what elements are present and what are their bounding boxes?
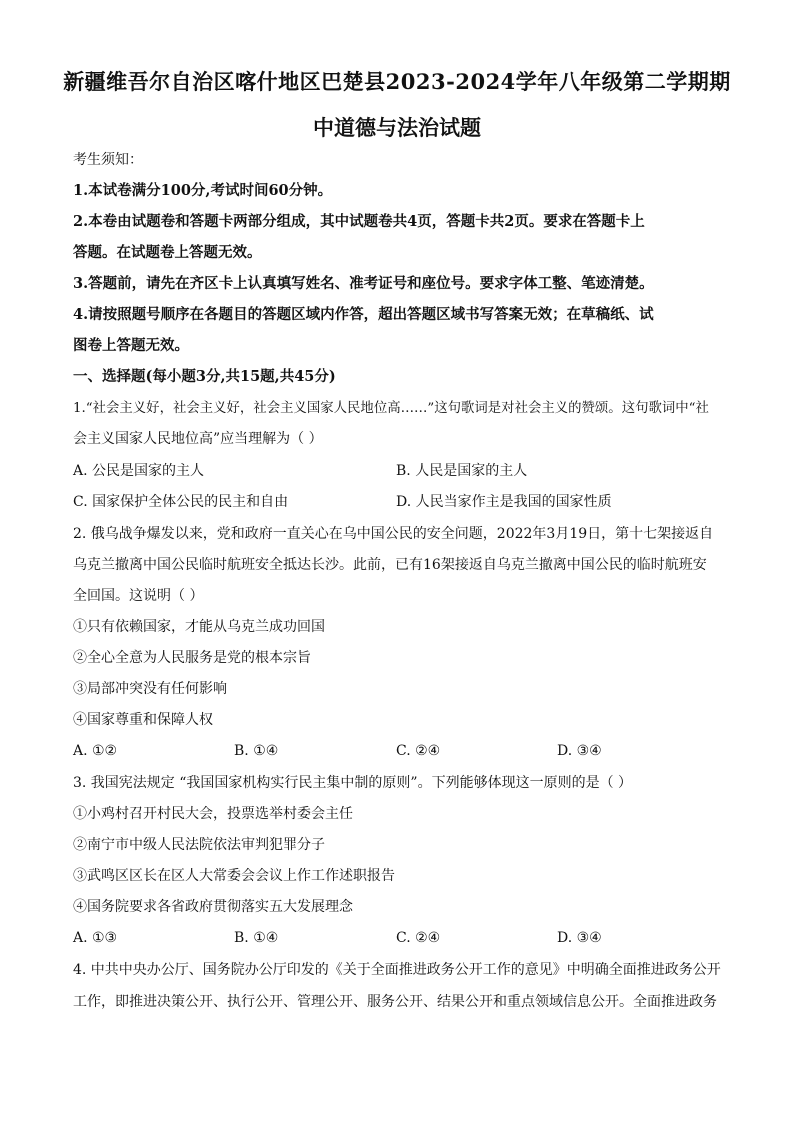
question-2-statement: ④国家尊重和保障人权 (73, 712, 213, 728)
question-3-statement: ③武鸣区区长在区人大常委会会议上作工作述职报告 (73, 868, 395, 884)
question-1-option-c: C. 国家保护全体公民的民主和自由 (73, 494, 289, 510)
notice-item: 答题。在试题卷上答题无效。 (73, 244, 262, 261)
question-1-option-b: B. 人民是国家的主人 (396, 463, 528, 479)
question-2-option-a: A. ①② (73, 743, 118, 759)
question-3-option-d: D. ③④ (557, 930, 602, 946)
question-2-statement: ①只有依赖国家，才能从乌克兰成功回国 (73, 619, 325, 635)
question-2-text: 全回国。这说明（ ） (73, 588, 204, 604)
section-heading: 一、选择题(每小题3分,共15题,共45分) (73, 368, 336, 385)
notice-item: 图卷上答题无效。 (73, 337, 189, 354)
question-2-statement: ②全心全意为人民服务是党的根本宗旨 (73, 650, 311, 666)
notice-item: 1.本试卷满分100分,考试时间60分钟。 (73, 182, 333, 199)
notice-item: 3.答题前，请先在齐区卡上认真填写姓名、准考证号和座位号。要求字体工整、笔迹清楚。 (73, 275, 654, 292)
exam-title-line-1: 新疆维吾尔自治区喀什地区巴楚县2023-2024学年八年级第二学期期 (63, 69, 731, 94)
question-2-option-b: B. ①④ (234, 743, 279, 759)
question-3-option-b: B. ①④ (234, 930, 279, 946)
question-3-statement: ②南宁市中级人民法院依法审判犯罪分子 (73, 837, 325, 853)
question-2-statement: ③局部冲突没有任何影响 (73, 681, 227, 697)
question-4-text: 工作，即推进决策公开、执行公开、管理公开、服务公开、结果公开和重点领域信息公开。全面推进政务 (73, 994, 717, 1010)
notice-heading: 考生须知： (73, 152, 143, 168)
question-3-statement: ①小鸡村召开村民大会，投票选举村委会主任 (73, 806, 353, 822)
question-1-text: 会主义国家人民地位高”应当理解为（ ） (73, 431, 323, 447)
question-1-option-a: A. 公民是国家的主人 (73, 463, 205, 479)
question-2-option-d: D. ③④ (557, 743, 602, 759)
question-2-text: 乌克兰撤离中国公民临时航班安全抵达长沙。此前，已有16架接返自乌克兰撤离中国公民的临时航班安 (73, 557, 707, 573)
question-3-text: 3. 我国宪法规定 “我国国家机构实行民主集中制的原则”。下列能够体现这一原则的是（ ） (73, 775, 633, 791)
question-2-option-c: C. ②④ (396, 743, 441, 759)
question-3-option-c: C. ②④ (396, 930, 441, 946)
question-2-text: 2. 俄乌战争爆发以来，党和政府一直关心在乌中国公民的安全问题，2022年3月19日，第十七架接返自 (73, 526, 714, 542)
exam-title-line-2: 中道德与法治试题 (313, 115, 481, 140)
question-3-statement: ④国务院要求各省政府贯彻落实五大发展理念 (73, 899, 353, 915)
notice-item: 4.请按照题号顺序在各题目的答题区域内作答，超出答题区域书写答案无效；在草稿纸、试 (73, 306, 654, 323)
question-4-text: 4. 中共中央办公厅、国务院办公厅印发的《关于全面推进政务公开工作的意见》中明确全面推进政务公开 (73, 962, 721, 978)
question-3-option-a: A. ①③ (73, 930, 118, 946)
question-1-option-d: D. 人民当家作主是我国的国家性质 (396, 494, 612, 510)
question-1-text: 1.“社会主义好，社会主义好，社会主义国家人民地位高……”这句歌词是对社会主义的赞颂。这句歌词中“社 (73, 401, 709, 416)
notice-item: 2.本卷由试题卷和答题卡两部分组成，其中试题卷共4页，答题卡共2页。要求在答题卡上 (73, 213, 645, 230)
